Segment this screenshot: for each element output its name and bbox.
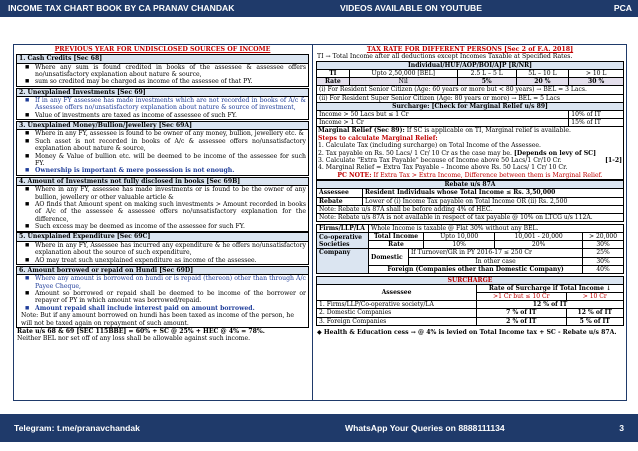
slab-rate-cell: 5%	[457, 78, 516, 86]
firms-label: Firms/LLP/LA	[317, 224, 369, 232]
ti-definition	[316, 53, 624, 60]
surcharge-row-value: 12 % of IT	[477, 301, 624, 309]
mr-step: 3. Calculate "Extra Tax Payable" because of Income above 50 Lacs/1 Cr/10 Cr.	[318, 157, 562, 165]
investments-not-disclosed-point: ■ AO finds that Amount spent on making such investments > Amount recorded in books of A/c of the assessee & assessee offers no/unsatisfactory explanation for the difference,	[19, 201, 306, 223]
rebate-cell: Resident Individuals whose Total Income ≤ Rs. 3,50,000	[363, 189, 624, 197]
domestic-cell: In other case	[409, 257, 583, 265]
bottom-footer-bar	[0, 414, 638, 442]
super-senior-note: (ii) For Resident Super Senior Citizen (Age: 80 years or more) → BEL = 5 Lacs	[317, 94, 624, 102]
rebate-title: Rebate u/s 87A	[317, 181, 624, 189]
surcharge-range: Income > 50 Lacs but ≤ 1 Cr	[317, 111, 569, 119]
coop-cell: 10%	[424, 241, 495, 249]
mr-step: 4. Marginal Relief = Extra Tax Payable – Income above Rs. 50 Lacs/ 1 Cr/ 10 Cr.	[318, 164, 568, 172]
foreign-cell: Foreign (Companies other than Domestic Company)	[369, 265, 583, 273]
slab-table-title: Individual/HUF/AOP/BOI/AJP [R/NR]	[317, 61, 624, 69]
unexplained-money-point: ■ Where in any FY, assessee is found to be owner of any money, bullion, jewellery etc. &	[19, 130, 306, 137]
coop-cell: Total Income	[369, 233, 424, 241]
surcharge-row-value: 5 % of IT	[566, 317, 623, 325]
mr-text: If SC is applicable on TI, Marginal relief is available.	[406, 127, 571, 135]
rebate-cell: Assessee	[317, 189, 363, 197]
unexplained-expenditure-point: ■ AO may treat such unexplained expenditure as income of the assessee.	[19, 257, 306, 264]
surcharge-row-label: 2. Domestic Companies	[317, 309, 477, 317]
investments-not-disclosed-point: ■ Where in any FY, assessee has made investments or is found to be the owner of any bullion, jewellery or other valuable article &	[19, 186, 306, 201]
cash-credits-point: ■ sum so credited may be charged as income of the assessee of that PY.	[19, 78, 306, 85]
mr-title: Marginal Relief (Sec 89):	[318, 127, 405, 135]
unexplained-investments-point: ■ Value of investments are taxed as income of assessee of such FY.	[19, 112, 306, 119]
slab-table	[316, 61, 624, 128]
mr-step: 1. Calculate Tax (including surcharge) on Total Income of the Assessee.	[318, 142, 541, 150]
rebate-note: Note: Rebate u/s 87A shall be before adding 4% of HEC.	[317, 205, 624, 213]
hundi-heading: 6. Amount borrowed or repaid on Hundi [Sec 69D]	[17, 267, 308, 275]
book-title: INCOME TAX CHART BOOK BY CA PRANAV CHANDAK	[8, 3, 235, 13]
pc-note: If Extra Tax > Extra Income, Difference between them is Marginal Relief.	[373, 171, 603, 179]
surcharge-table	[316, 276, 624, 326]
cash-credits-heading: 1. Cash Credits [Sec 68]	[17, 55, 308, 63]
top-header-bar	[0, 0, 638, 17]
unexplained-investments-box	[16, 88, 309, 121]
surcharge-assessee-head: Assessee	[317, 284, 477, 300]
mr-step: 2. Tax payable on Rs. 50 Lacs/ 1 Cr/ 10 Cr as the case may be.	[318, 149, 513, 157]
ti-definition-text: TI → Total Income after all deductions except Incomes Taxable at Specified Rates.	[317, 53, 573, 61]
rebate-cell: Lower of (i) Income Tax payable on Total Income OR (ii) Rs. 2,500	[363, 197, 624, 205]
unexplained-money-heading: 3. Unexplained Money/Bullion/Jewellery [Sec 69A]	[17, 122, 308, 130]
ownership-note: ■ Ownership is important & mere possession is not enough.	[19, 167, 306, 174]
right-section-title: TAX RATE FOR DIFFERENT PERSONS [Sec 2 of F.A. 2018]	[366, 46, 574, 53]
surcharge-row-value: 2 % of IT	[477, 317, 567, 325]
mr-step-note: [1-2]	[605, 157, 622, 165]
hundi-point: ■ Amount so borrowed or repaid shall be deemed to be income of the borrower or repayer of PY in which amount was borrowed/repaid.	[19, 290, 306, 305]
senior-citizen-note: (i) For Resident Senior Citizen (Age: 60 years or more but < 80 years) → BEL = 3 Lacs.	[317, 86, 624, 94]
mr-steps-title: Steps to calculate Marginal Relief:	[318, 134, 438, 142]
cash-credits-point: ■ Where any sum is found credited in books of the assessee & assessee offers no/unsatisfactory explanation about nature & source,	[19, 64, 306, 79]
marginal-relief-box	[316, 127, 624, 180]
unexplained-investments-point: ■ If in any FY assessee has made investments which are not recorded in books of A/c & Assessee offers no/unsatisfactory explanation about nature & source of investment,	[19, 97, 306, 112]
investments-not-disclosed-heading: 4. Amount of Investments not fully disclosed in books [Sec 69B]	[17, 178, 308, 186]
column-divider	[312, 44, 313, 401]
left-section-title: PREVIOUS YEAR FOR UNDISCLOSED SOURCES OF INCOME	[54, 46, 271, 53]
coop-cell: > 20,000	[583, 233, 624, 241]
surcharge-subhead: >1 Cr but ≤ 10 Cr	[477, 292, 567, 300]
coop-cell: 20%	[495, 241, 583, 249]
slab-rate-cell: Rate	[317, 78, 350, 86]
domestic-label: Domestic	[369, 249, 409, 265]
coop-cell: 30%	[583, 241, 624, 249]
surcharge-table-title: SURCHARGE	[317, 276, 624, 284]
coop-cell: 10,001 - 20,000	[495, 233, 583, 241]
surcharge-subhead: > 10 Cr	[566, 292, 623, 300]
whatsapp-contact: WhatsApp Your Queries on 8888111134	[345, 423, 505, 433]
slab-rate-cell: 20 %	[516, 78, 569, 86]
unexplained-money-box	[16, 121, 309, 176]
slab-rate-cell: 30 %	[569, 78, 624, 86]
surcharge-title: Surcharge: [Check for Marginal Relief u/s 89]	[317, 102, 624, 110]
hundi-point: ■ Where any amount is borrowed on hundi or is repaid (thereon) other than through A/c Payee Cheque,	[19, 275, 306, 290]
unexplained-money-point: ■ Such asset is not recorded in books of A/c & assessee offers no/unsatisfactory explanation about nature & source,	[19, 138, 306, 153]
cash-credits-box	[16, 54, 309, 87]
youtube-note: VIDEOS AVAILABLE ON YOUTUBE	[340, 3, 482, 13]
surcharge-row-value: 12 % of IT	[566, 309, 623, 317]
surcharge-rate: 10% of IT	[569, 111, 624, 119]
surcharge-range: Income > 1 Cr	[317, 119, 569, 127]
domestic-cell: 30%	[583, 257, 624, 265]
unexplained-expenditure-point: ■ Where in any FY, Assessee has incurred any expenditure & he offers no/unsatisfactory explanation about the source of such expenditure,	[19, 242, 306, 257]
rebate-cell: Rebate	[317, 197, 363, 205]
slab-cell: Upto 2,50,000 [BEL]	[349, 70, 457, 78]
domestic-cell: If Turnover/GR in PY 2016-17 ≤ 250 Cr	[409, 249, 583, 257]
page-number: 3	[619, 423, 624, 433]
telegram-link[interactable]: Telegram: t.me/pranavchandak	[14, 423, 140, 433]
slab-cell: TI	[317, 70, 350, 78]
hundi-note: Note: But if any amount borrowed on hundi has been taxed as income of the person, he will not be taxed again on repayment of such amount.	[21, 312, 294, 327]
slab-cell: 2.5 L – 5 L	[457, 70, 516, 78]
coop-cell: Rate	[369, 241, 424, 249]
slab-rate-cell: Nil	[349, 78, 457, 86]
hundi-point: ■ Amount repaid shall include interest paid on amount borrowed.	[19, 305, 306, 312]
surcharge-row-value: 7 % of IT	[477, 309, 567, 317]
hec-note: ◆ Health & Education cess → @ 4% is levied on Total Income tax + SC - Rebate u/s 87A.	[317, 328, 617, 336]
mr-step-note: [Depends on levy of SC]	[513, 149, 596, 157]
investments-not-disclosed-box	[16, 177, 309, 232]
surcharge-rate-head: Rate of Surcharge if Total Income ↓	[477, 284, 624, 292]
unexplained-money-point: ■ Money & Value of bullion etc. will be deemed to be income of the assessee for such FY.	[19, 153, 306, 168]
rate-115bbe: Rate u/s 68 & 69 [SEC 115BBE] = 60% + SC @ 25% + HEC @ 4% = 78%.	[17, 328, 265, 335]
slab-cell: 5L – 10 L	[516, 70, 569, 78]
unexplained-investments-heading: 2. Unexplained Investments [Sec 69]	[17, 89, 308, 97]
foreign-cell: 40%	[583, 265, 624, 273]
hundi-box	[16, 266, 309, 328]
left-column	[16, 46, 309, 343]
coop-cell: Upto 10,000	[424, 233, 495, 241]
slab-cell: > 10 L	[569, 70, 624, 78]
rebate-table	[316, 180, 624, 222]
pc-note-label: PC NOTE:	[337, 171, 372, 179]
unexplained-expenditure-heading: 5. Unexplained Expenditure [Sec 69C]	[17, 233, 308, 241]
surcharge-row-label: 1. Firms/LLP/Co-operative society/LA	[317, 301, 477, 309]
coop-label: Co-operative Societies	[317, 233, 369, 249]
domestic-cell: 25%	[583, 249, 624, 257]
setoff-note: Neither BEL nor set off of any loss shall be allowable against such income.	[17, 335, 251, 343]
surcharge-row-label: 3. Foreign Companies	[317, 317, 477, 325]
entity-rate-table	[316, 224, 624, 274]
firms-text: Whole Income is taxable @ Flat 30% without any BEL.	[369, 224, 624, 232]
investments-not-disclosed-point: ■ Such excess may be deemed as income of the assessee for such FY.	[19, 223, 306, 230]
company-label: Company	[317, 249, 369, 274]
right-column	[316, 46, 624, 336]
surcharge-rate: 15% of IT	[569, 119, 624, 127]
rebate-note: Note: Rebate u/s 87A is not available in respect of tax payable @ 10% on LTCG u/s 112A.	[317, 214, 624, 222]
unexplained-expenditure-box	[16, 232, 309, 265]
author-badge: PCA	[613, 3, 632, 13]
